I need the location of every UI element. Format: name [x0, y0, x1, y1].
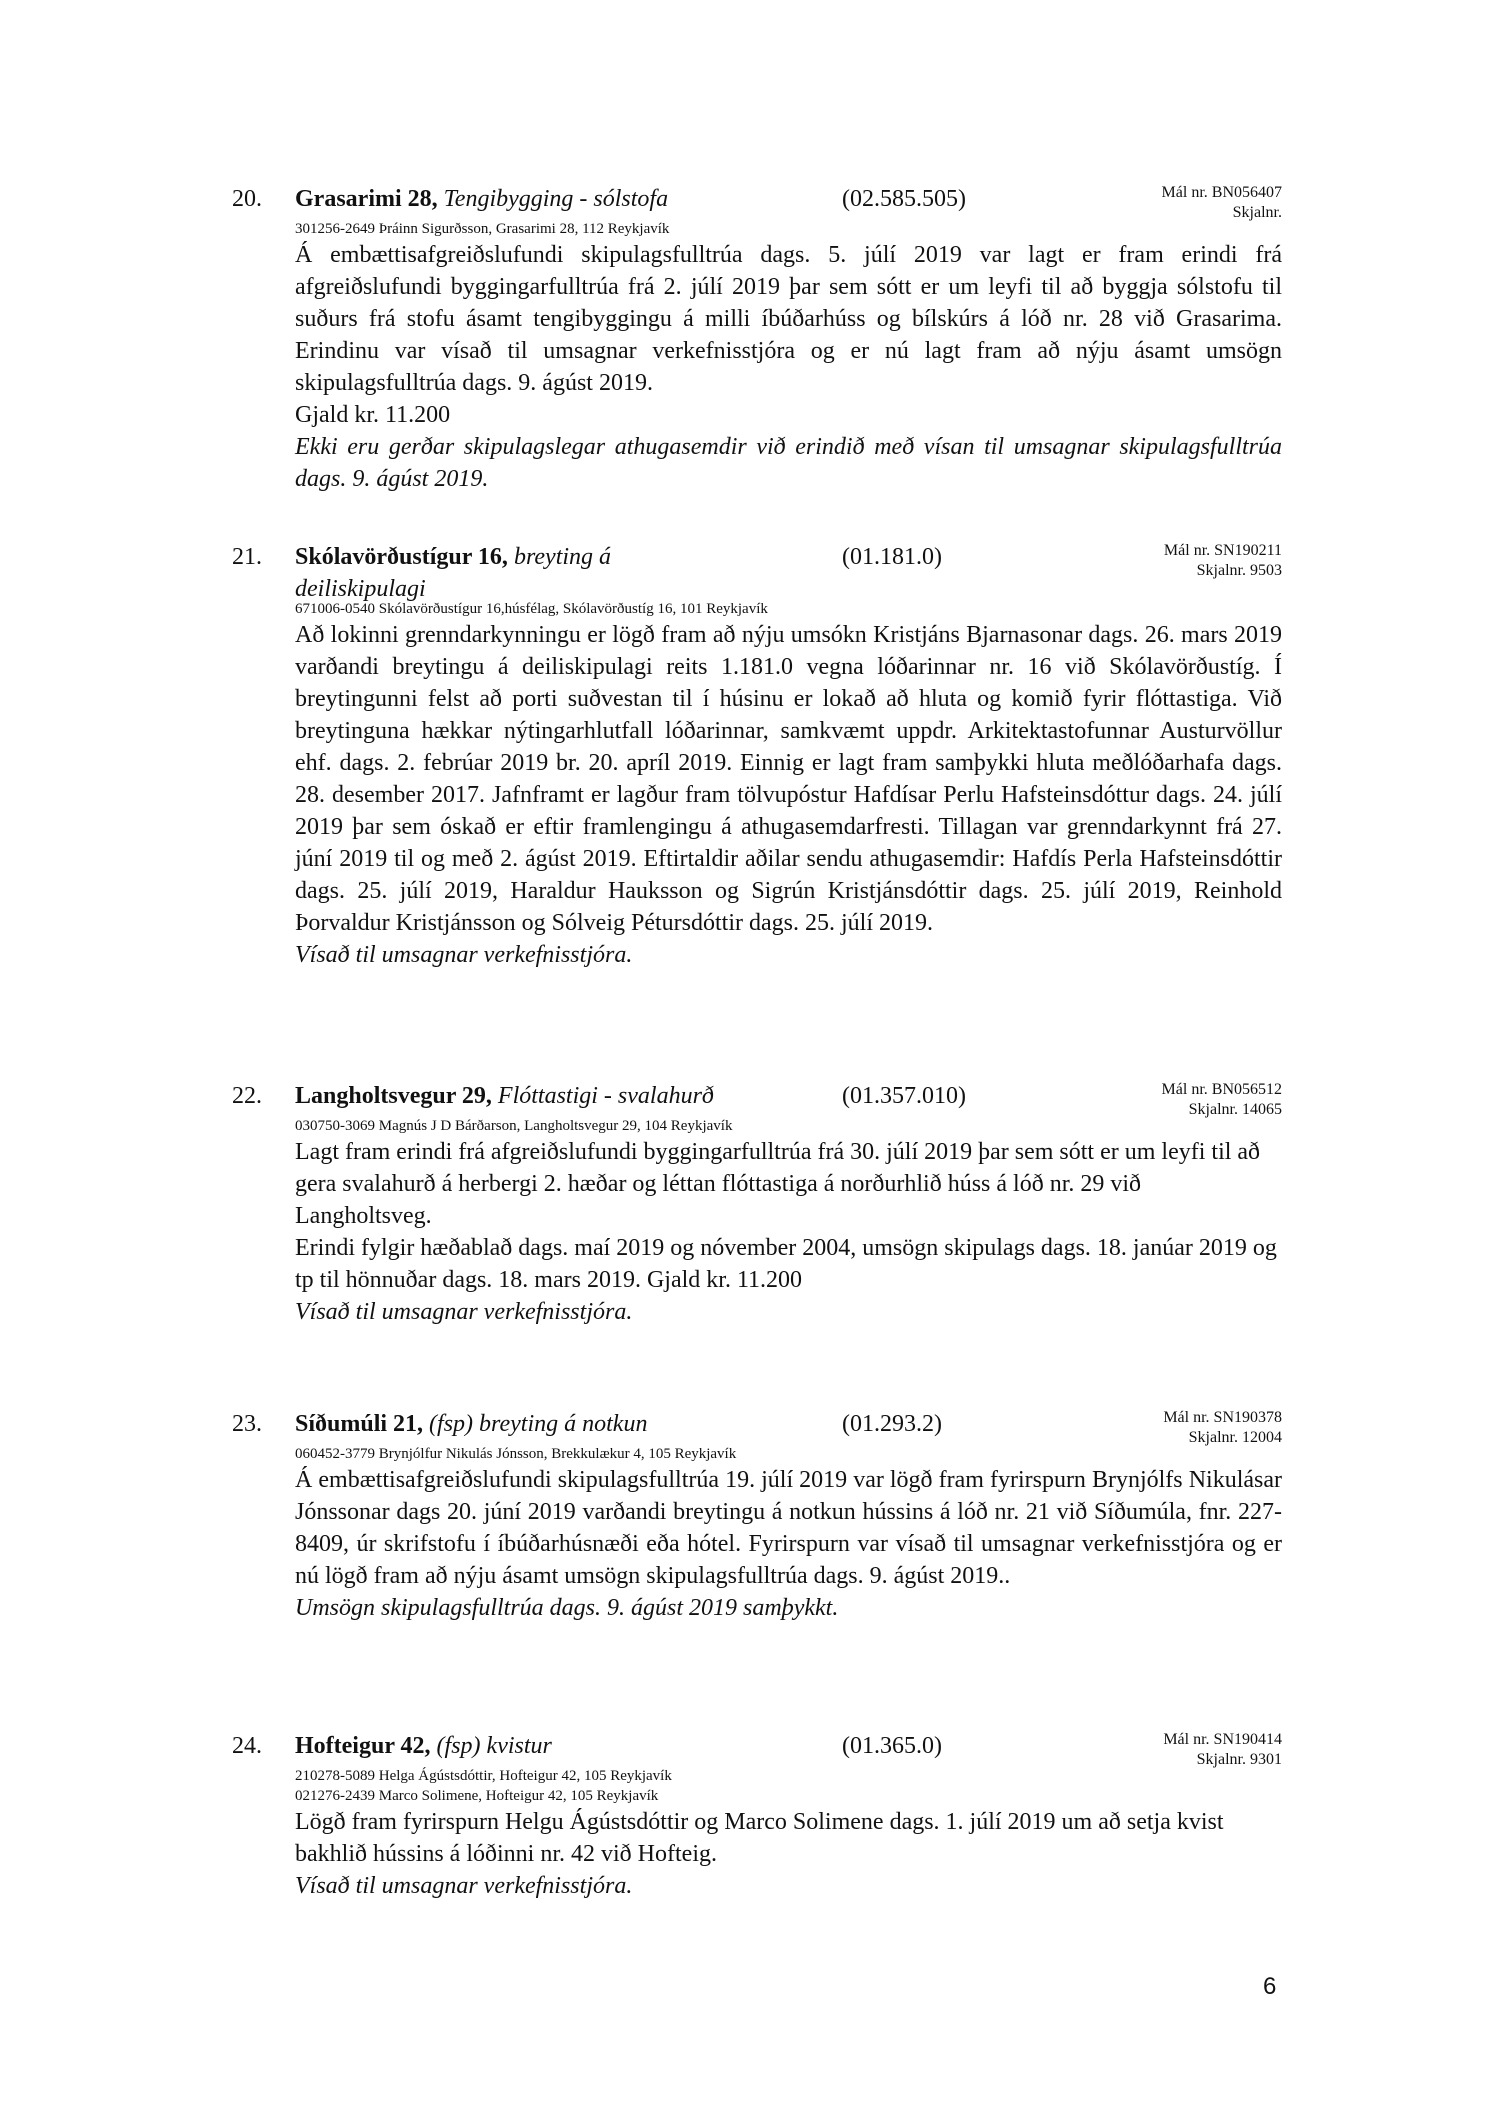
- applicant: 060452-3779 Brynjólfur Nikulás Jónsson, Brekkulækur 4, 105 Reykjavík: [295, 1446, 737, 1462]
- item-street: Hofteigur 42,: [295, 1733, 431, 1759]
- item-number: 23.: [232, 1411, 262, 1437]
- applicant: 021276-2439 Marco Solimene, Hofteigur 42, 105 Reykjavík: [295, 1788, 659, 1804]
- item-header: [232, 183, 1282, 219]
- applicant: 030750-3069 Magnús J D Bárðarson, Langholtsvegur 29, 104 Reykjavík: [295, 1118, 733, 1134]
- item-body: [295, 1444, 1282, 1624]
- item-decision: Umsögn skipulagsfulltrúa dags. 9. ágúst 2019 samþykkt.: [295, 1595, 839, 1621]
- item-lot-number: (01.365.0): [842, 1733, 942, 1759]
- agenda-item-20: [232, 183, 1282, 495]
- item-number: 20.: [232, 186, 262, 212]
- item-decision: Vísað til umsagnar verkefnisstjóra.: [295, 1873, 633, 1899]
- agenda-item-23: [232, 1408, 1282, 1624]
- document-number: Skjalnr.: [1232, 204, 1282, 221]
- document-number: Skjalnr. 12004: [1188, 1429, 1282, 1446]
- item-street: Síðumúli 21,: [295, 1411, 424, 1437]
- case-number: Mál nr. SN190211: [1163, 542, 1282, 559]
- item-header: [232, 1080, 1282, 1116]
- case-number: Mál nr. SN190414: [1163, 1731, 1282, 1748]
- item-paragraph: Að lokinni grenndarkynningu er lögð fram að nýju umsókn Kristjáns Bjarnasonar dags. 26. mars 2019 varðandi breytingu á deiliskipulagi reits 1.181.0 vegna lóðarinnar nr. 16 við Skólavörðustíg. Í breytingunni felst að porti suðvestan til í húsinu er lokað að hluta og komið fyrir flóttastiga. Við breytinguna hækkar nýtingarhlutfall lóðarinnar, samkvæmt uppdr. Arkitektastofunnar Austurvöllur ehf. dags. 2. febrúar 2019 br. 20. apríl 2019. Einnig er lagt fram samþykki hluta meðlóðarhafa dags. 28. desember 2017. Jafnframt er lagður fram tölvupóstur Hafdísar Perlu Hafsteinsdóttur dags. 24. júlí 2019 þar sem óskað er eftir framlengingu á athugasemdarfresti. Tillagan var grenndarkynnt frá 27. júní 2019 til og með 2. ágúst 2019. Eftirtaldir aðilar sendu athugasemdir: Hafdís Perla Hafsteinsdóttir dags. 25. júlí 2019, Haraldur Hauksson og Sigrún Kristjánsdóttir dags. 25. júlí 2019, Reinhold Þorvaldur Kristjánsson og Sólveig Pétursdóttir dags. 25. júlí 2019.: [295, 622, 1282, 936]
- item-lot-number: (01.293.2): [842, 1411, 942, 1437]
- item-street: Skólavörðustígur 16,: [295, 544, 508, 570]
- item-subject: (fsp) breyting á notkun: [429, 1411, 648, 1437]
- item-street: Grasarimi 28,: [295, 186, 438, 212]
- item-title: [295, 1730, 755, 1762]
- item-references: [1163, 1730, 1282, 1770]
- item-fee: Gjald kr. 11.200: [295, 402, 451, 428]
- applicant: 210278-5089 Helga Ágústsdóttir, Hofteigur 42, 105 Reykjavík: [295, 1768, 672, 1784]
- item-paragraph: Á embættisafgreiðslufundi skipulagsfulltrúa 19. júlí 2019 var lögð fram fyrirspurn Brynjólfs Nikulásar Jónssonar dags 20. júní 2019 varðandi breytingu á notkun hússins á lóð nr. 21 við Síðumúla, fnr. 227-8409, úr skrifstofu í íbúðarhúsnæði eða hótel. Fyrirspurn var vísað til umsagnar verkefnisstjóra og er nú lögð fram að nýju ásamt umsögn skipulagsfulltrúa dags. 9. ágúst 2019..: [295, 1467, 1282, 1589]
- item-title: [295, 1408, 755, 1440]
- item-subject: Tengibygging - sólstofa: [443, 186, 669, 212]
- item-title: [295, 541, 675, 605]
- case-number: Mál nr. SN190378: [1163, 1409, 1282, 1426]
- item-references: [1164, 541, 1282, 581]
- item-references: [1163, 1408, 1282, 1448]
- document-number: Skjalnr. 14065: [1188, 1101, 1282, 1118]
- agenda-item-24: [232, 1730, 1282, 1902]
- agenda-item-21: [232, 541, 1282, 971]
- item-body: [295, 1116, 1282, 1328]
- item-street: Langholtsvegur 29,: [295, 1083, 492, 1109]
- item-number: 24.: [232, 1733, 262, 1759]
- item-header: [232, 1408, 1282, 1444]
- item-body: [295, 599, 1282, 971]
- item-lot-number: (02.585.505): [842, 186, 966, 212]
- page-number: 6: [1263, 1973, 1277, 2000]
- item-title: [295, 1080, 755, 1112]
- document-number: Skjalnr. 9301: [1196, 1751, 1282, 1768]
- item-number: 21.: [232, 544, 262, 570]
- item-paragraph: Lagt fram erindi frá afgreiðslufundi byggingarfulltrúa frá 30. júlí 2019 þar sem sótt er um leyfi til að gera svalahurð á herbergi 2. hæðar og léttan flóttastiga á norðurhlið húss á lóð nr. 29 við Langholtsveg.: [295, 1139, 1261, 1229]
- item-paragraph: Erindi fylgir hæðablað dags. maí 2019 og nóvember 2004, umsögn skipulags dags. 18. janúar 2019 og tp til hönnuðar dags. 18. mars 2019. Gjald kr. 11.200: [295, 1235, 1277, 1293]
- item-number: 22.: [232, 1083, 262, 1109]
- case-number: Mál nr. BN056407: [1161, 184, 1282, 201]
- item-subject: Flóttastigi - svalahurð: [497, 1083, 714, 1109]
- item-title: [295, 183, 695, 215]
- agenda-item-22: [232, 1080, 1282, 1328]
- item-body: [295, 1766, 1282, 1902]
- item-header: [232, 541, 1282, 605]
- item-subject: (fsp) kvistur: [436, 1733, 552, 1759]
- item-decision: Vísað til umsagnar verkefnisstjóra.: [295, 942, 633, 968]
- item-lot-number: (01.181.0): [842, 544, 942, 570]
- item-lot-number: (01.357.010): [842, 1083, 966, 1109]
- item-paragraph: Á embættisafgreiðslufundi skipulagsfulltrúa dags. 5. júlí 2019 var lagt er fram erindi frá afgreiðslufundi byggingarfulltrúa frá 2. júlí 2019 þar sem sótt er um leyfi til að byggja sólstofu til suðurs frá stofu ásamt tengibyggingu á milli íbúðarhúss og bílskúrs á lóð nr. 28 við Grasarima. Erindinu var vísað til umsagnar verkefnisstjóra og er nú lagt fram að nýju ásamt umsögn skipulagsfulltrúa dags. 9. ágúst 2019.: [295, 242, 1282, 396]
- item-references: [1162, 183, 1282, 223]
- item-decision: Ekki eru gerðar skipulagslegar athugasemdir við erindið með vísan til umsagnar skipulagsfulltrúa dags. 9. ágúst 2019.: [295, 434, 1282, 492]
- item-subject: breyting á deiliskipulagi: [295, 544, 612, 602]
- item-paragraph: Lögð fram fyrirspurn Helgu Ágústsdóttir og Marco Solimene dags. 1. júlí 2019 um að setja kvist bakhlið hússins á lóðinni nr. 42 við Hofteig.: [295, 1809, 1224, 1867]
- case-number: Mál nr. BN056512: [1161, 1081, 1282, 1098]
- applicant: 671006-0540 Skólavörðustígur 16,húsfélag, Skólavörðustíg 16, 101 Reykjavík: [295, 601, 768, 617]
- item-body: [295, 219, 1282, 495]
- item-references: [1162, 1080, 1282, 1120]
- item-decision: Vísað til umsagnar verkefnisstjóra.: [295, 1299, 633, 1325]
- document-number: Skjalnr. 9503: [1196, 562, 1282, 579]
- applicant: 301256-2649 Þráinn Sigurðsson, Grasarimi 28, 112 Reykjavík: [295, 221, 670, 237]
- item-header: [232, 1730, 1282, 1766]
